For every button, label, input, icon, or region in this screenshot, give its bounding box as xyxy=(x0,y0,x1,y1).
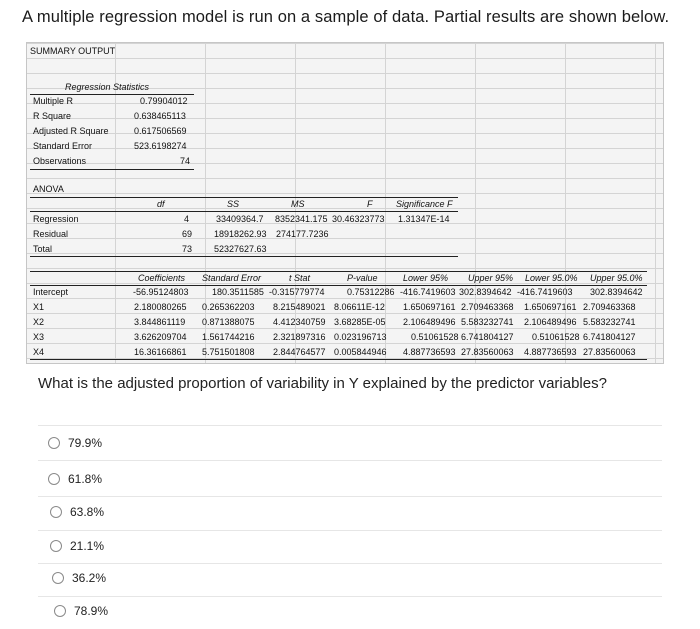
coef-top-rule xyxy=(30,271,647,272)
coef-cell: 180.3511585 xyxy=(212,287,264,297)
anova-row-label: Residual xyxy=(33,229,69,239)
coef-cell: 27.83560063 xyxy=(461,347,514,357)
divider xyxy=(38,596,662,597)
coef-cell: 1.650697161 xyxy=(524,302,577,312)
answer-option[interactable] xyxy=(50,505,104,519)
regstats-bottom-rule xyxy=(30,169,194,170)
anova-header-ss: SS xyxy=(227,199,240,209)
anova-f: 30.46323773 xyxy=(332,214,385,224)
coef-header: Coefficients xyxy=(138,273,186,283)
coef-cell: 0.51061528 xyxy=(411,332,459,342)
coef-cell: 4.412340759 xyxy=(273,317,326,327)
coef-cell: -416.7419603 xyxy=(517,287,573,297)
anova-ss: 33409364.7 xyxy=(216,214,264,224)
coef-cell: 302.8394642 xyxy=(590,287,643,297)
regstat-value: 0.617506569 xyxy=(134,126,187,136)
coef-header: Upper 95.0% xyxy=(590,273,643,283)
anova-header-significance-f: Significance F xyxy=(396,199,453,209)
coef-cell: 8.215489021 xyxy=(273,302,326,312)
coef-cell: 6.741804127 xyxy=(461,332,514,342)
coef-cell: 0.75312286 xyxy=(347,287,395,297)
answer-option-label: 61.8% xyxy=(68,472,103,486)
answer-option-label: 36.2% xyxy=(72,571,107,585)
coef-cell: 0.023196713 xyxy=(334,332,387,342)
divider xyxy=(38,425,662,426)
radio-button[interactable] xyxy=(50,540,62,552)
regstat-value: 0.638465113 xyxy=(134,111,186,121)
coef-cell: 2.709463368 xyxy=(583,302,636,312)
anova-row-label: Regression xyxy=(33,214,79,224)
coef-cell: 2.106489496 xyxy=(403,317,456,327)
coef-cell: 2.106489496 xyxy=(524,317,577,327)
coef-header: Standard Error xyxy=(202,273,262,283)
coef-row-label: X2 xyxy=(33,317,45,327)
coef-row-label: Intercept xyxy=(33,287,69,297)
question-intro: A multiple regression model is run on a sample of data. Partial results are shown below. xyxy=(22,8,670,26)
coef-header: t Stat xyxy=(289,273,311,283)
coef-cell: 0.265362203 xyxy=(202,302,255,312)
divider xyxy=(38,460,662,461)
coef-cell: 6.741804127 xyxy=(583,332,636,342)
question-text: What is the adjusted proportion of variability in Y explained by the predictor variables? xyxy=(38,375,607,392)
answer-option[interactable] xyxy=(48,472,102,486)
divider xyxy=(38,563,662,564)
anova-header-ms: MS xyxy=(291,199,305,209)
anova-df: 73 xyxy=(182,244,193,254)
coef-row-label: X1 xyxy=(33,302,45,312)
answer-option-label: 78.9% xyxy=(74,604,109,618)
anova-ss: 52327627.63 xyxy=(214,244,267,254)
anova-df: 4 xyxy=(184,214,190,224)
coef-cell: -416.7419603 xyxy=(400,287,456,297)
coef-row-label: X3 xyxy=(33,332,45,342)
spreadsheet-summary-output xyxy=(26,42,664,364)
anova-header-f: F xyxy=(367,199,373,209)
coef-cell: 27.83560063 xyxy=(583,347,636,357)
coef-cell: 2.709463368 xyxy=(461,302,514,312)
coef-cell: -0.315779774 xyxy=(269,287,325,297)
radio-button[interactable] xyxy=(52,572,64,584)
anova-ms: 274177.7236 xyxy=(276,229,329,239)
coef-cell: 2.844764577 xyxy=(273,347,326,357)
coef-cell: 3.844861119 xyxy=(134,317,186,327)
coef-header: Upper 95% xyxy=(468,273,514,283)
anova-df: 69 xyxy=(182,229,193,239)
coef-cell: 0.51061528 xyxy=(532,332,580,342)
coef-cell: 5.751501808 xyxy=(202,347,255,357)
coef-cell: 16.36166861 xyxy=(134,347,187,357)
regstat-label: Standard Error xyxy=(33,141,93,151)
anova-top-rule xyxy=(30,197,458,198)
coef-cell: -56.95124803 xyxy=(133,287,189,297)
coef-header-rule xyxy=(30,285,647,286)
coef-header: Lower 95.0% xyxy=(525,273,578,283)
coef-cell: 0.005844946 xyxy=(334,347,387,357)
coef-cell: 8.06611E-12 xyxy=(334,302,385,312)
coef-cell: 5.583232741 xyxy=(583,317,636,327)
coef-header: Lower 95% xyxy=(403,273,449,283)
coef-cell: 4.887736593 xyxy=(403,347,456,357)
regstat-value: 523.6198274 xyxy=(134,141,187,151)
regstat-label: R Square xyxy=(33,111,72,121)
answer-option-label: 79.9% xyxy=(68,436,103,450)
anova-ss: 18918262.93 xyxy=(214,229,267,239)
anova-header-rule xyxy=(30,211,458,212)
coef-cell: 0.871388075 xyxy=(202,317,255,327)
anova-label: ANOVA xyxy=(33,184,64,194)
divider xyxy=(38,496,662,497)
coef-header: P-value xyxy=(347,273,378,283)
anova-row-label: Total xyxy=(33,244,53,254)
coef-cell: 4.887736593 xyxy=(524,347,577,357)
regression-statistics-header: Regression Statistics xyxy=(65,82,150,92)
anova-header-df: df xyxy=(157,199,165,209)
coef-row-label: X4 xyxy=(33,347,45,357)
regstats-top-rule xyxy=(30,94,194,95)
radio-button[interactable] xyxy=(48,473,60,485)
radio-button[interactable] xyxy=(48,437,60,449)
coef-cell: 302.8394642 xyxy=(459,287,512,297)
divider xyxy=(38,530,662,531)
coef-cell: 2.180080265 xyxy=(134,302,187,312)
summary-output-label: SUMMARY OUTPUT xyxy=(30,46,116,56)
radio-button[interactable] xyxy=(50,506,62,518)
answer-option-label: 63.8% xyxy=(70,505,105,519)
answer-option[interactable] xyxy=(50,539,104,553)
answer-option[interactable] xyxy=(48,436,102,450)
coef-cell: 1.561744216 xyxy=(202,332,255,342)
radio-button[interactable] xyxy=(54,605,66,617)
regstat-value: 0.79904012 xyxy=(140,96,188,106)
coef-cell: 2.321897316 xyxy=(273,332,326,342)
answer-option-label: 21.1% xyxy=(70,539,105,553)
coef-cell: 3.68285E-05 xyxy=(334,317,386,327)
regstat-label: Multiple R xyxy=(33,96,74,106)
coef-bottom-rule xyxy=(30,359,647,360)
regstat-value: 74 xyxy=(180,156,191,166)
answer-option[interactable] xyxy=(52,571,106,585)
coef-cell: 5.583232741 xyxy=(461,317,514,327)
regstat-label: Observations xyxy=(33,156,87,166)
coef-cell: 3.626209704 xyxy=(134,332,187,342)
anova-significance-f: 1.31347E-14 xyxy=(398,214,450,224)
anova-bottom-rule xyxy=(30,256,458,257)
anova-ms: 8352341.175 xyxy=(275,214,328,224)
regstat-label: Adjusted R Square xyxy=(33,126,109,136)
coef-cell: 1.650697161 xyxy=(403,302,456,312)
answer-option[interactable] xyxy=(54,604,108,618)
